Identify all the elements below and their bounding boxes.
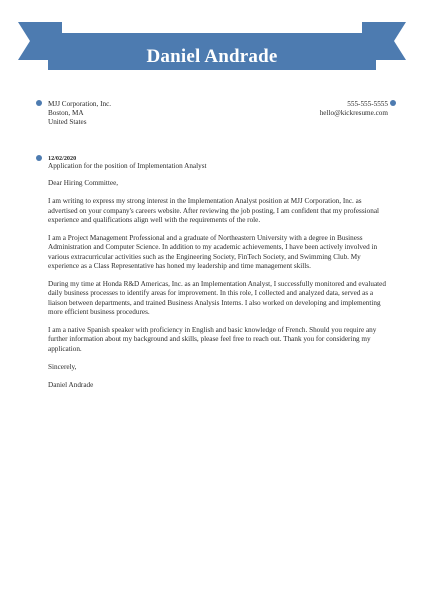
contact-bullet-icon <box>390 100 396 106</box>
date-bullet-icon <box>36 155 42 161</box>
contact-info <box>320 100 388 118</box>
letter-closing: Sincerely, <box>48 362 77 371</box>
applicant-name: Daniel Andrade <box>146 46 278 67</box>
recipient-bullet-icon <box>36 100 42 106</box>
letter-greeting: Dear Hiring Committee, <box>48 179 119 187</box>
letter-date: 12/02/2020 <box>48 155 77 162</box>
letter-paragraph: I am writing to express my strong interest in the Implementation Analyst position at MJJ Corporation, Inc. as advertised on your company's careers website. After reviewing the job posting, I am confident that my professional experience and qualifications align well with the requirements of the role. <box>48 197 380 224</box>
letter-paragraph: I am a native Spanish speaker with proficiency in English and basic knowledge of French. Should you require any further information about my background and skills, please feel free to reach out. Thank you for considering my application. <box>48 326 377 353</box>
letter-paragraph: During my time at Honda R&D Americas, Inc. as an Implementation Analyst, I successfully monitored and evaluated daily business processes to identify areas for improvement. In this role, I collected and analyzed data, served as a liaison between departments, and trained Business Analysis Interns. I also worked on developing and implementing more efficient business procedures. <box>48 280 386 316</box>
contact-email: hello@kickresume.com <box>319 109 388 118</box>
name-ribbon <box>18 22 406 72</box>
letter-paragraph: I am a Project Management Professional and a graduate of Northeastern University with a degree in Business Administration and Computer Science. In addition to my academic achievements, I have been actively involved in various extracurricular activities such as the Engineering Society, FinTech Society, and Swimming Club. My experience as a Class Representative has honed my leadership and time management skills. <box>48 234 378 270</box>
recipient-company: MJJ Corporation, Inc. <box>48 100 112 108</box>
recipient-city: Boston, MA <box>48 109 84 118</box>
letter-subject: Application for the position of Implementation Analyst <box>48 162 207 170</box>
contact-phone: 555-555-5555 <box>347 100 388 108</box>
recipient-country: United States <box>48 118 87 127</box>
letter-body <box>48 179 388 400</box>
letter-signature: Daniel Andrade <box>48 381 94 390</box>
recipient-address <box>48 100 111 128</box>
